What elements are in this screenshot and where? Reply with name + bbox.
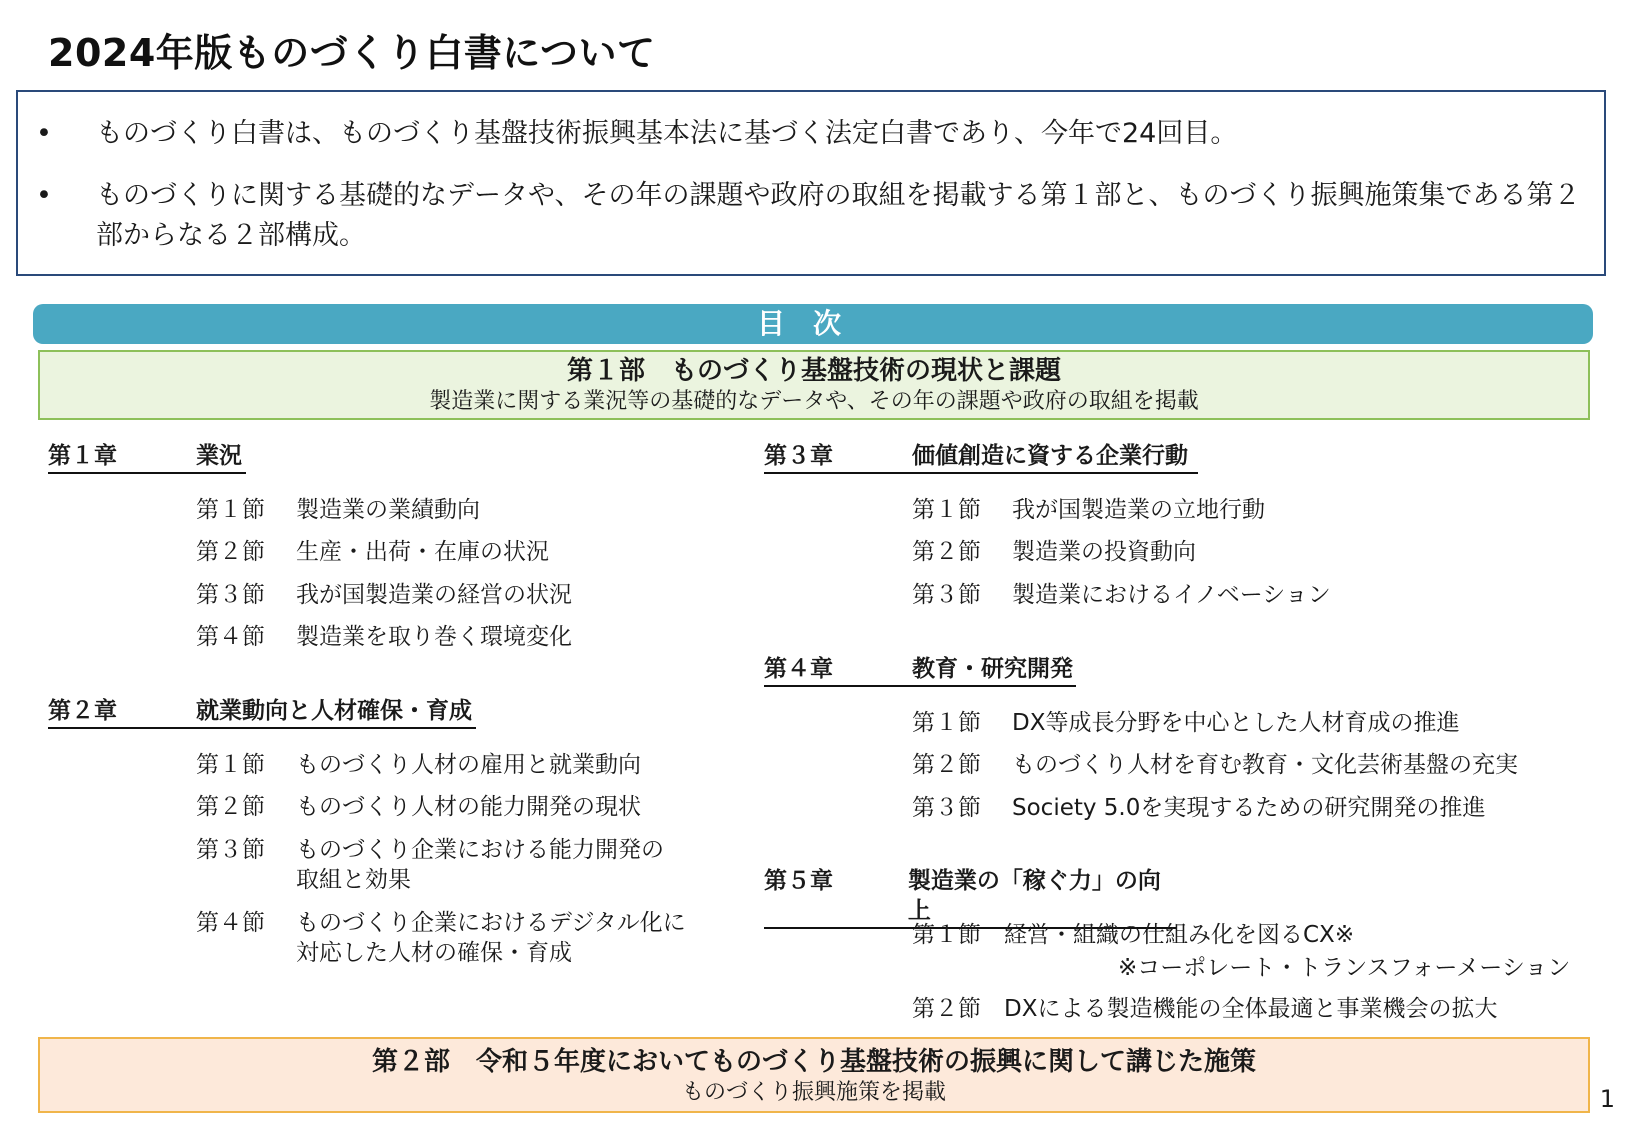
chapter-number: 第５章 [764, 868, 833, 894]
summary-bullet [36, 114, 1586, 154]
chapter-title: 就業動向と人材確保・育成 [196, 698, 472, 724]
section-number: 第１節 [196, 752, 265, 778]
summary-box [16, 90, 1606, 276]
chapter-number: 第４章 [764, 656, 833, 682]
chapter-heading [48, 696, 476, 729]
section-item [912, 920, 1354, 950]
chapter-title: 教育・研究開発 [912, 656, 1073, 682]
part2-subtitle: ものづくり振興施策を掲載 [681, 1080, 946, 1105]
chapter-heading [48, 441, 246, 474]
section-number: 第１節 [912, 922, 981, 948]
section-item [196, 835, 664, 895]
summary-bullet [36, 176, 1586, 256]
section-number: 第２節 [196, 539, 265, 565]
section-title: ものづくり企業における能力開発の 取組と効果 [296, 837, 664, 893]
page-number: 1 [1599, 1085, 1615, 1113]
summary-text: ものづくり白書は、ものづくり基盤技術振興基本法に基づく法定白書であり、今年で24回目。 [96, 118, 1238, 149]
section-number: 第３節 [912, 795, 981, 821]
section-number: 第２節 [912, 752, 981, 778]
footnote: ※コーポレート・トランスフォーメーション [1118, 955, 1571, 981]
section-title: 製造業を取り巻く環境変化 [296, 624, 572, 650]
chapter-number: 第３章 [764, 443, 833, 469]
section-title: DX等成長分野を中心とした人材育成の推進 [1012, 710, 1460, 736]
section-title: ものづくり人材の雇用と就業動向 [296, 752, 641, 778]
section-number: 第４節 [196, 910, 265, 936]
chapter-title: 製造業の「稼ぐ力」の向上 [907, 868, 1161, 924]
section-title: 我が国製造業の経営の状況 [296, 582, 572, 608]
section-title: 製造業の業績動向 [296, 497, 480, 523]
section-title: DXによる製造機能の全体最適と事業機会の拡大 [1004, 996, 1498, 1022]
bullet-marker: • [36, 118, 52, 149]
section-number: 第３節 [196, 837, 265, 863]
section-item [196, 495, 480, 525]
section-item [912, 495, 1265, 525]
chapter-heading [764, 654, 1076, 687]
section-item [912, 793, 1485, 823]
section-number: 第１節 [196, 497, 265, 523]
section-title: 生産・出荷・在庫の状況 [296, 539, 549, 565]
section-number: 第２節 [912, 996, 981, 1022]
part2-box [38, 1037, 1590, 1113]
part1-box [38, 350, 1590, 420]
section-number: 第２節 [912, 539, 981, 565]
section-item [196, 792, 641, 822]
section-item [196, 908, 686, 968]
section-title: Society 5.0を実現するための研究開発の推進 [1012, 795, 1486, 821]
part1-subtitle: 製造業に関する業況等の基礎的なデータや、その年の課題や政府の取組を掲載 [429, 389, 1199, 414]
chapter-title: 価値創造に資する企業行動 [912, 443, 1188, 469]
section-title: 製造業におけるイノベーション [1012, 582, 1331, 608]
page-title: 2024年版ものづくり白書について [48, 31, 656, 75]
summary-text: ものづくりに関する基礎的なデータや、その年の課題や政府の取組を掲載する第１部と、ものづくり振興施策集である第２部からなる２部構成。 [96, 180, 1581, 251]
section-title: 経営・組織の仕組み化を図るCX※ [1004, 922, 1355, 948]
section-item [912, 580, 1331, 610]
section-number: 第３節 [912, 582, 981, 608]
section-item [196, 622, 572, 652]
section-item [912, 537, 1196, 567]
section-title: 製造業の投資動向 [1012, 539, 1196, 565]
toc-header: 目次 [33, 304, 1593, 344]
section-item [912, 750, 1518, 780]
chapter-number: 第２章 [48, 698, 117, 724]
section-title: 我が国製造業の立地行動 [1012, 497, 1265, 523]
section-item [196, 580, 572, 610]
section-number: 第２節 [196, 794, 265, 820]
section-item [912, 994, 1497, 1024]
section-number: 第３節 [196, 582, 265, 608]
part2-title: 第２部 令和５年度においてものづくり基盤技術の振興に関して講じた施策 [371, 1047, 1256, 1077]
section-number: 第４節 [196, 624, 265, 650]
chapter-title: 業況 [196, 443, 242, 469]
section-number: 第１節 [912, 710, 981, 736]
chapter-number: 第１章 [48, 443, 117, 469]
part1-title: 第１部 ものづくり基盤技術の現状と課題 [566, 356, 1061, 386]
section-item [912, 708, 1459, 738]
section-item [196, 537, 549, 567]
section-number: 第１節 [912, 497, 981, 523]
section-item [196, 750, 641, 780]
section-title: ものづくり人材の能力開発の現状 [296, 794, 641, 820]
section-title: ものづくり企業におけるデジタル化に 対応した人材の確保・育成 [296, 910, 686, 966]
section-title: ものづくり人材を育む教育・文化芸術基盤の充実 [1012, 752, 1518, 778]
chapter-heading [764, 441, 1198, 474]
bullet-marker: • [36, 180, 52, 211]
